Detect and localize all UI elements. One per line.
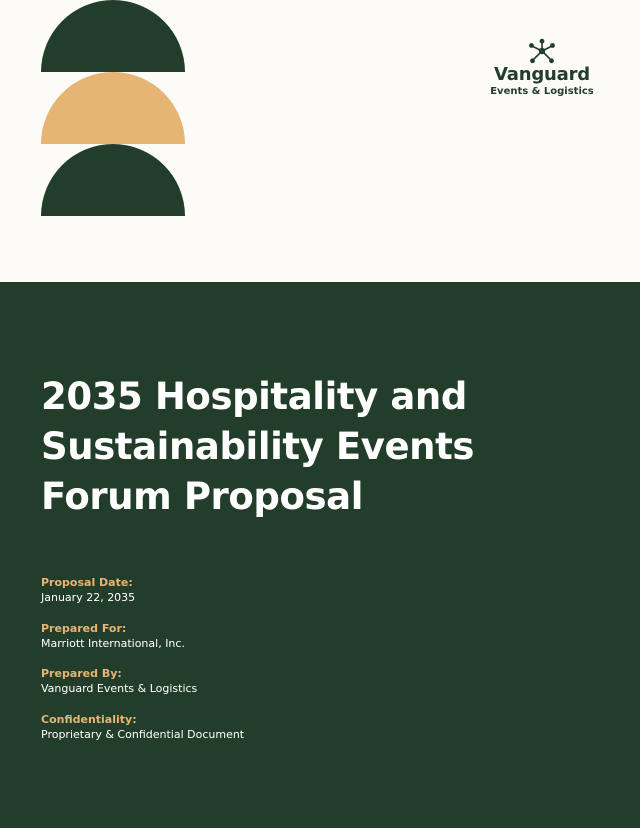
proposal-date-value: January 22, 2035 — [41, 591, 136, 604]
prepared-for-value: Marriott International, Inc. — [41, 636, 185, 650]
network-nodes-icon — [527, 38, 557, 66]
title-line-1: 2035 Hospitality and — [41, 375, 467, 418]
cover-bottom-section — [0, 282, 640, 828]
proposal-title — [41, 372, 601, 522]
decorative-semicircle-green-top — [41, 0, 185, 72]
confidentiality-label: Confidentiality: — [41, 712, 137, 726]
logo-name: Vanguard — [494, 64, 590, 85]
prepared-by-value: Vanguard Events & Logistics — [41, 682, 198, 695]
prepared-for-label: Prepared For: — [41, 621, 127, 635]
proposal-date — [41, 575, 541, 621]
confidentiality — [41, 712, 541, 758]
decorative-semicircle-gold — [41, 72, 185, 144]
logo-tagline: Events & Logistics — [490, 86, 594, 97]
decorative-semicircle-green-bottom — [41, 144, 185, 216]
prepared-for — [41, 621, 541, 667]
proposal-date-label: Proposal Date: — [41, 576, 133, 589]
title-line-3: Forum Proposal — [41, 475, 363, 518]
prepared-by-label: Prepared By: — [41, 667, 122, 680]
company-logo — [484, 38, 600, 98]
title-line-2: Sustainability Events — [41, 425, 475, 468]
confidentiality-value: Proprietary & Confidential Document — [41, 727, 245, 741]
prepared-by — [41, 666, 541, 712]
proposal-details — [41, 575, 541, 757]
cover-top-section — [0, 0, 640, 282]
